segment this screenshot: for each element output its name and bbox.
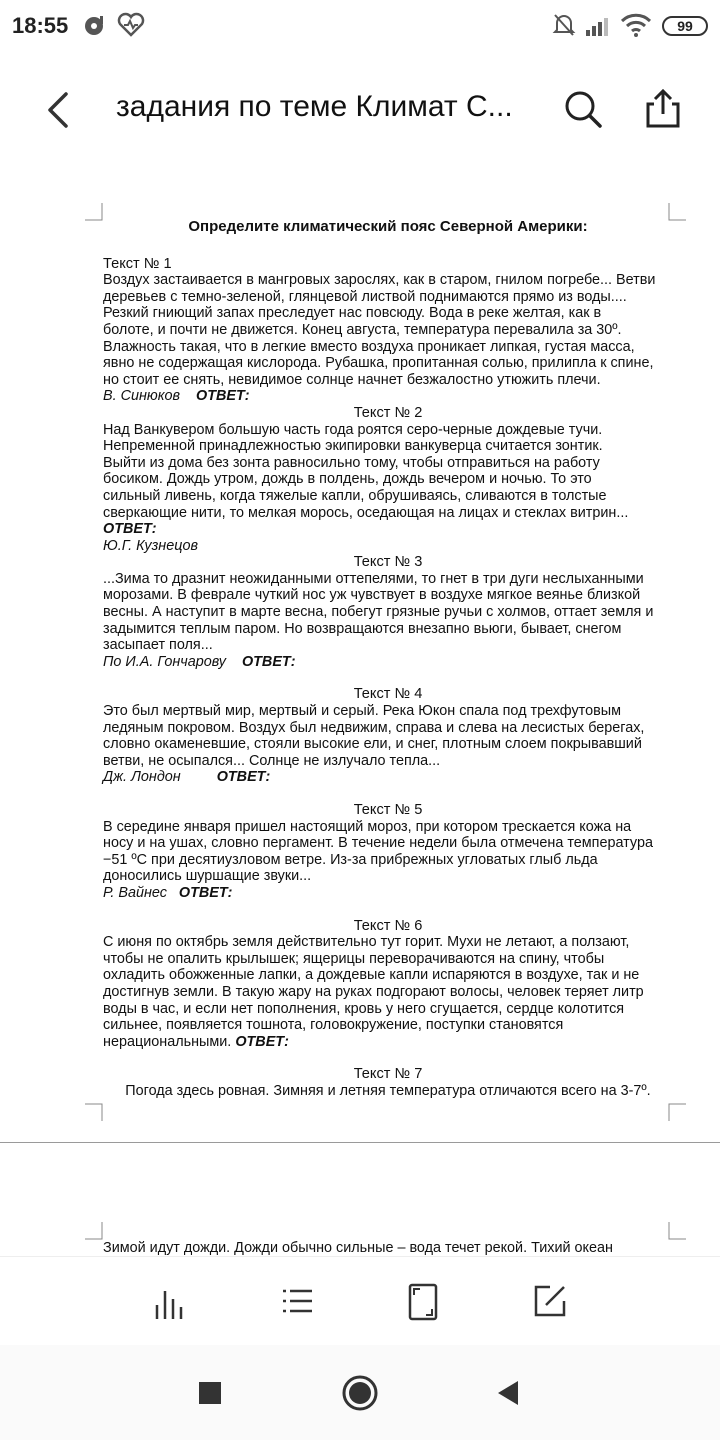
- text-line: сильнее, появляется тошнота, головокружение, поступки становятся: [103, 1017, 564, 1034]
- recent-apps-button[interactable]: [186, 1369, 234, 1417]
- signal-icon: [584, 12, 614, 43]
- app-bar: [0, 60, 720, 160]
- page-divider: [0, 1142, 720, 1143]
- document-page[interactable]: [0, 195, 720, 1127]
- edit-icon: [526, 1277, 574, 1325]
- status-bar: [0, 0, 720, 56]
- back-button[interactable]: [38, 88, 82, 132]
- answer-label: ОТВЕТ:: [216, 769, 271, 786]
- section-title: Текст № 2: [353, 404, 423, 421]
- text-section: [103, 686, 673, 786]
- page-corner-mark: [668, 1103, 686, 1121]
- text-line: Выйти из дома без зонта равносильно тому, чтобы отправиться на работу: [103, 454, 600, 471]
- author-signature: Ю.Г. Кузнецов: [103, 537, 198, 554]
- text-line: Резкий гниющий запах преследует нас повсюду. Вода в реке желтая, как в: [103, 305, 602, 322]
- chart-bars-icon: [148, 1277, 196, 1325]
- answer-label: ОТВЕТ:: [235, 1033, 289, 1050]
- section-title: Текст № 4: [353, 686, 423, 703]
- text-line: ледяным покровом. Воздух был недвижим, справа и слева на лесистых берегах,: [103, 719, 645, 736]
- section-title: Текст № 6: [353, 917, 423, 934]
- text-line: засыпает поля...: [103, 637, 213, 654]
- text-line: охладить обожженные лапки, а дождевые капли испаряются в воздухе, так и не: [103, 967, 640, 984]
- recent-apps-icon: [186, 1369, 234, 1417]
- status-time: 18:55: [12, 13, 69, 38]
- text-line: Влажность такая, что в легкие вместо воздуха проникает липкая, густая масса,: [103, 338, 635, 355]
- back-nav-button[interactable]: [486, 1369, 534, 1417]
- text-line: Погода здесь ровная. Зимняя и летняя температура отличаются всего на 3-7º.: [125, 1082, 651, 1099]
- text-line: Над Ванкувером большую часть года роятся серо-черные дождевые тучи.: [103, 421, 603, 438]
- outline-button[interactable]: [274, 1277, 322, 1325]
- health-heart-icon: [116, 12, 146, 43]
- text-line: воды в час, и если нет пополнения, кровь у него сгущается, сердце колотится: [103, 1000, 625, 1017]
- text-line: но стоит ее снять, невидимое солнце начнет безжалостно утюжить плечи.: [103, 371, 601, 388]
- text-line: носу и на ушах, словно пергамент. В течение недели была отмечена температура: [103, 835, 653, 852]
- answer-label: ОТВЕТ:: [241, 653, 296, 670]
- page-corner-mark: [85, 203, 103, 221]
- section-title: Текст № 5: [353, 802, 423, 818]
- author-signature: Р. Вайнес: [103, 884, 167, 901]
- text-line: достигнув земли. В такую жару на руках подгорают волосы, человек теряет литр: [103, 983, 644, 1000]
- text-line: ветви, не осыпался... Солнце не излучало тепла...: [103, 752, 441, 769]
- statistics-button[interactable]: [148, 1277, 196, 1325]
- text-section: [103, 405, 673, 554]
- home-button[interactable]: [336, 1369, 384, 1417]
- text-line: В середине января пришел настоящий мороз, при котором трескается кожа на: [103, 818, 632, 835]
- fit-page-icon: [400, 1277, 448, 1325]
- author-signature: Дж. Лондон: [103, 769, 181, 786]
- text-line: болоте, и почти не движется. Конец августа, температура перевалила за 30º.: [103, 321, 622, 338]
- author-signature: По И.А. Гончарову: [103, 653, 226, 670]
- document-body: [103, 219, 673, 1100]
- answer-label: ОТВЕТ:: [178, 884, 233, 901]
- system-nav-bar: [0, 1345, 720, 1440]
- muted-bell-icon: [552, 12, 576, 43]
- document-title: задания по теме Климат С...: [116, 90, 513, 123]
- text-line: Непременной принадлежностью экипировки ванкуверца считается зонтик.: [103, 438, 603, 455]
- text-line: весны. А наступит в марте весна, побегут грязные ручьи с холмов, оттает земля и: [103, 604, 654, 621]
- text-line: явно не содержащая кислорода. Рубашка, пропитанная солью, прилипла к спине,: [103, 355, 654, 372]
- text-line: сверкающие нити, то мелкая морось, оседающая на лицах и стеклах витрин...: [103, 504, 629, 521]
- section-title: Текст № 7: [353, 1066, 423, 1083]
- share-icon: [640, 86, 686, 132]
- back-triangle-icon: [486, 1369, 534, 1417]
- text-line: доносились шуршащие звуки...: [103, 868, 312, 885]
- search-icon: [560, 86, 606, 132]
- page2-first-line: Зимой идут дожди. Дожди обычно сильные – вода течет рекой. Тихий океан: [103, 1240, 613, 1256]
- answer-label: ОТВЕТ:: [196, 388, 250, 405]
- text-line: чтобы не опалить крылышек; ящерицы переворачиваются на спину, чтобы: [103, 950, 605, 967]
- media-record-icon: [82, 12, 108, 43]
- text-line: морозами. В феврале чуткий нос уж чувствует в воздухе мягкое веянье близкой: [103, 587, 641, 604]
- search-button[interactable]: [560, 86, 606, 132]
- bottom-toolbar: [0, 1256, 720, 1346]
- edit-button[interactable]: [526, 1277, 574, 1325]
- text-section: [103, 918, 673, 1051]
- text-section: [103, 802, 673, 902]
- text-section: [103, 1066, 673, 1099]
- text-line: С июня по октябрь земля действительно тут горит. Мухи не летают, а ползают,: [103, 934, 630, 951]
- text-section: [103, 256, 673, 405]
- text-line: Это был мертвый мир, мертвый и серый. Река Юкон спала под трехфутовым: [103, 703, 621, 720]
- text-line: ...Зима то дразнит неожиданными оттепелями, то гнет в три дуги неслыханными: [103, 570, 644, 587]
- page-corner-mark: [668, 1222, 686, 1240]
- author-signature: В. Синюков: [103, 388, 181, 405]
- text-line: Воздух застаивается в мангровых зарослях, как в старом, гнилом погребе... Ветви: [103, 272, 656, 289]
- text-line: нерациональными.: [103, 1033, 232, 1050]
- page-corner-mark: [85, 1103, 103, 1121]
- page-corner-mark: [85, 1222, 103, 1240]
- section-title: Текст № 3: [353, 554, 423, 571]
- answer-label: ОТВЕТ:: [103, 521, 157, 538]
- text-line: деревьев с темно-зеленой, глянцевой листвой поднимаются прямо из воды....: [103, 288, 627, 305]
- text-line: задымится теплым паром. Но возвращаются внезапно вьюги, бывает, снегом: [103, 620, 622, 637]
- section-title: Текст № 1: [103, 255, 172, 272]
- text-line: словно окаменевшие, стояли высокие ели, и снег, плотным слоем покрывавший: [103, 736, 642, 753]
- back-arrow-icon: [38, 88, 82, 132]
- battery-icon: 99: [662, 16, 708, 36]
- share-button[interactable]: [640, 86, 686, 132]
- text-section: [103, 554, 673, 670]
- document-heading: Определите климатический пояс Северной Америки:: [188, 218, 588, 235]
- wifi-icon: [620, 12, 652, 43]
- fit-page-button[interactable]: [400, 1277, 448, 1325]
- text-line: сильный ливень, когда тяжелые капли, обрушиваясь, сливаются в толстые: [103, 487, 607, 504]
- list-icon: [274, 1277, 322, 1325]
- home-icon: [336, 1369, 384, 1417]
- text-line: босиком. Дождь утром, дождь в полдень, дождь вечером и ночью. То это: [103, 471, 592, 488]
- text-line: −51 ºС при десятиузловом ветре. Из-за прибрежных угловатых глыб льда: [103, 851, 598, 868]
